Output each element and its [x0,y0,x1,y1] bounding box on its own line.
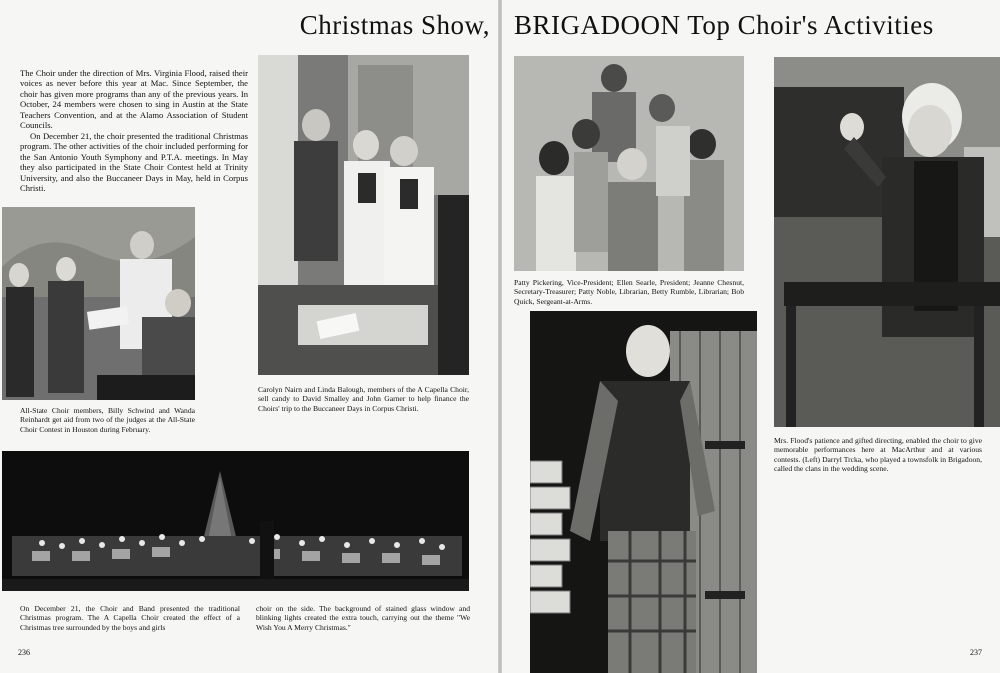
candy-sale-photo [258,55,469,375]
allstate-choir-photo [2,207,195,400]
intro-paragraph: The Choir under the direction of Mrs. Virginia Flood, raised their voices as never before this year at Mac. Since September, the choir has given more programs than any of the previous years. In October, 24 members were chosen to sing in Austin at the State Teachers Convention, and at the Alamo Association of Student Councils. [20,68,248,131]
concert-caption-col1: On December 21, the Choir and Band presented the traditional Christmas program. The A Capella Choir created the effect of a Christmas tree surrounded by the boys and girls [20,604,240,632]
officers-caption: Patty Pickering, Vice-President; Ellen Searle, President; Jeanne Chesnut, Secretary-Treasurer; Patty Noble, Librarian, Betty Rumble, Librarian; Bob Quick, Sergeant-at-Arms. [514,278,744,306]
left-page-title: Christmas Show, [299,10,490,40]
concert-caption-col2: choir on the side. The background of stained glass window and blinking lights created the extra touch, carrying out the theme "We Wish You A Merry Christmas." [256,604,470,632]
candy-sale-caption: Carolyn Nairn and Linda Balough, members of the A Capella Choir, sell candy to David Smalley and John Garner to help finance the Choirs' trip to the Buccaneer Days in Corpus Christi. [258,385,469,413]
left-page-number: 236 [18,648,30,657]
right-page [502,0,1000,673]
brigadoon-scene-photo [530,311,757,673]
allstate-caption: All-State Choir members, Billy Schwind and Wanda Reinhardt get aid from two of the judges at the All-State Choir Contest in Houston during February. [20,406,195,434]
mrs-flood-photo [774,57,1000,427]
intro-paragraph-2: On December 21, the choir presented the traditional Christmas program. The other activities of the choir included performing for the San Antonio Youth Symphony and P.T.A. meetings. In May they also participated in the State Choir Contest held at Trinity University, and also the Buccaneer Days in May, held in Corpus Christi. [20,131,248,194]
right-page-number: 237 [970,648,982,657]
left-page [0,0,498,673]
choir-officers-photo [514,56,744,271]
christmas-concert-photo [2,451,469,591]
right-page-title: BRIGADOON Top Choir's Activities [514,10,934,40]
flood-caption: Mrs. Flood's patience and gifted directing, enabled the choir to give memorable performances here at MacArthur and at various contests. (Left) Darryl Trcka, who played a townsfolk in Brigadoon, called the clans in the wedding scene. [774,436,982,474]
